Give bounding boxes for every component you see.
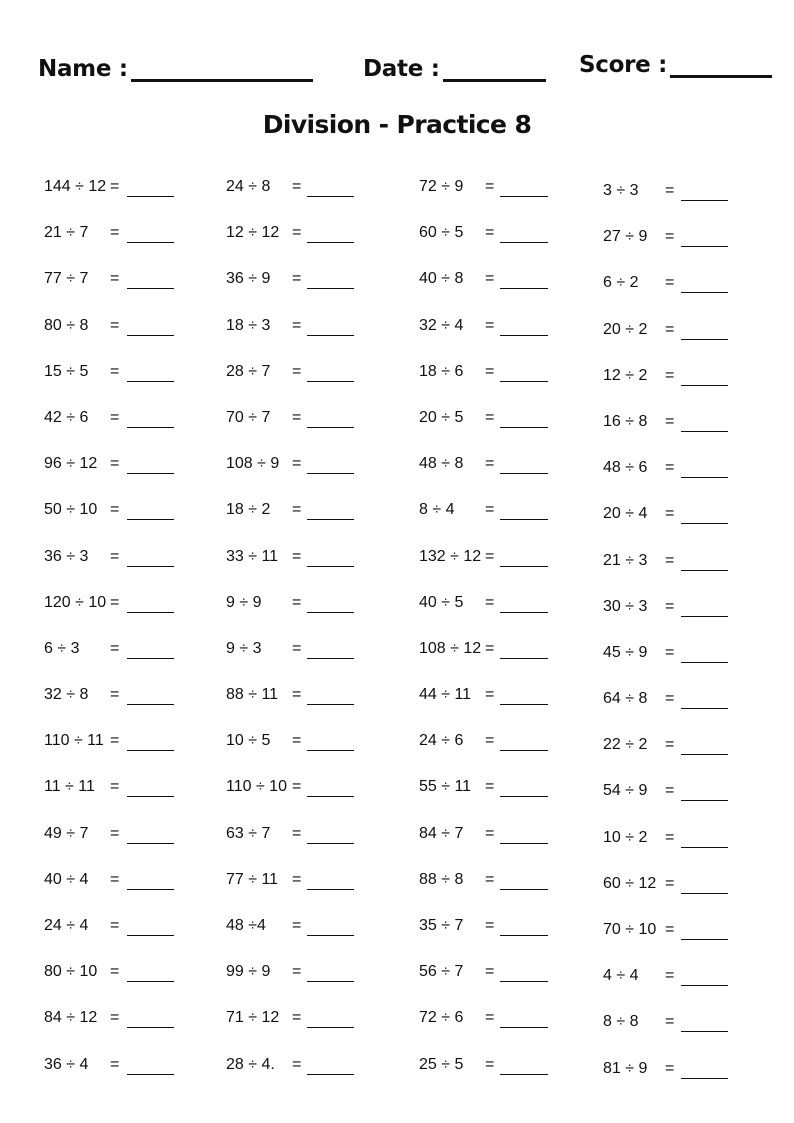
problem-expression: 49 ÷ 7 bbox=[44, 824, 89, 842]
problem-expression: 32 ÷ 4 bbox=[419, 316, 464, 334]
equals-sign: = bbox=[485, 270, 495, 288]
problem-expression: 8 ÷ 8 bbox=[603, 1013, 639, 1031]
answer-blank[interactable] bbox=[307, 1027, 354, 1028]
answer-blank[interactable] bbox=[681, 477, 728, 478]
answer-blank[interactable] bbox=[681, 616, 728, 617]
equals-sign: = bbox=[485, 732, 495, 750]
answer-blank[interactable] bbox=[681, 893, 728, 894]
answer-blank[interactable] bbox=[500, 889, 548, 890]
answer-blank[interactable] bbox=[681, 1031, 728, 1032]
problem-expression: 33 ÷ 11 bbox=[226, 547, 279, 565]
problem-expression: 25 ÷ 5 bbox=[419, 1055, 464, 1073]
problem-expression: 70 ÷ 10 bbox=[603, 921, 657, 938]
equals-sign: = bbox=[110, 547, 120, 565]
problem-expression: 84 ÷ 7 bbox=[419, 824, 464, 842]
answer-blank[interactable] bbox=[127, 612, 174, 613]
answer-blank[interactable] bbox=[127, 196, 174, 197]
equals-sign: = bbox=[292, 963, 302, 981]
equals-sign: = bbox=[292, 501, 302, 519]
answer-blank[interactable] bbox=[127, 750, 174, 751]
answer-blank[interactable] bbox=[500, 981, 548, 982]
problem-expression: 50 ÷ 10 bbox=[44, 501, 98, 519]
problem-expression: 80 ÷ 8 bbox=[44, 316, 89, 334]
equals-sign: = bbox=[665, 459, 675, 477]
equals-sign: = bbox=[292, 408, 302, 426]
answer-blank[interactable] bbox=[127, 288, 174, 289]
equals-sign: = bbox=[110, 732, 120, 750]
answer-blank[interactable] bbox=[500, 566, 548, 567]
equals-sign: = bbox=[292, 178, 302, 195]
problem-expression: 64 ÷ 8 bbox=[603, 690, 648, 708]
problem-expression: 42 ÷ 6 bbox=[44, 408, 89, 426]
problem-expression: 12 ÷ 12 bbox=[226, 224, 280, 242]
problem-expression: 10 ÷ 5 bbox=[226, 732, 271, 750]
answer-blank[interactable] bbox=[681, 662, 728, 663]
problem-expression: 6 ÷ 3 bbox=[44, 639, 80, 657]
equals-sign: = bbox=[665, 412, 675, 430]
answer-blank[interactable] bbox=[307, 335, 354, 336]
answer-blank[interactable] bbox=[500, 473, 548, 474]
answer-blank[interactable] bbox=[307, 704, 354, 705]
answer-blank[interactable] bbox=[681, 754, 728, 755]
answer-blank[interactable] bbox=[681, 985, 728, 986]
date-label: Date : bbox=[363, 56, 440, 82]
answer-blank[interactable] bbox=[500, 796, 548, 797]
answer-blank[interactable] bbox=[500, 381, 548, 382]
answer-blank[interactable] bbox=[127, 427, 174, 428]
problem-expression: 88 ÷ 11 bbox=[226, 686, 279, 704]
equals-sign: = bbox=[110, 270, 120, 288]
problem-expression: 63 ÷ 7 bbox=[226, 824, 271, 842]
problem-expression: 77 ÷ 7 bbox=[44, 270, 89, 288]
problem-expression: 40 ÷ 4 bbox=[44, 870, 89, 888]
problem-expression: 120 ÷ 10 bbox=[44, 593, 107, 611]
score-label: Score : bbox=[579, 52, 668, 78]
problem-expression: 18 ÷ 2 bbox=[226, 501, 271, 519]
problem-expression: 20 ÷ 4 bbox=[603, 505, 648, 523]
equals-sign: = bbox=[110, 1055, 120, 1073]
equals-sign: = bbox=[485, 224, 495, 242]
equals-sign: = bbox=[292, 455, 302, 473]
problem-expression: 12 ÷ 2 bbox=[603, 366, 648, 384]
equals-sign: = bbox=[292, 224, 302, 242]
equals-sign: = bbox=[110, 870, 120, 888]
problem-expression: 8 ÷ 4 bbox=[419, 501, 455, 519]
name-blank[interactable] bbox=[131, 57, 313, 82]
equals-sign: = bbox=[665, 274, 675, 292]
problem-expression: 16 ÷ 8 bbox=[603, 412, 648, 430]
equals-sign: = bbox=[292, 1009, 302, 1027]
problem-expression: 80 ÷ 10 bbox=[44, 963, 98, 981]
answer-blank[interactable] bbox=[127, 1027, 174, 1028]
equals-sign: = bbox=[665, 1013, 675, 1031]
name-field bbox=[38, 56, 313, 82]
equals-sign: = bbox=[292, 639, 302, 657]
problem-expression: 11 ÷ 11 bbox=[44, 778, 95, 796]
date-field bbox=[363, 56, 546, 82]
answer-blank[interactable] bbox=[681, 939, 728, 940]
answer-blank[interactable] bbox=[307, 981, 354, 982]
equals-sign: = bbox=[485, 455, 495, 473]
equals-sign: = bbox=[485, 547, 495, 565]
problem-expression: 36 ÷ 3 bbox=[44, 547, 89, 565]
problem-expression: 24 ÷ 8 bbox=[226, 178, 271, 195]
problem-expression: 48 ÷ 8 bbox=[419, 455, 464, 473]
answer-blank[interactable] bbox=[307, 242, 354, 243]
answer-blank[interactable] bbox=[127, 1074, 174, 1075]
answer-blank[interactable] bbox=[307, 473, 354, 474]
problem-expression: 21 ÷ 7 bbox=[44, 224, 89, 242]
equals-sign: = bbox=[665, 643, 675, 661]
problem-expression: 18 ÷ 6 bbox=[419, 362, 464, 380]
equals-sign: = bbox=[485, 316, 495, 334]
problem-expression: 48 ÷4 bbox=[226, 917, 266, 934]
answer-blank[interactable] bbox=[307, 935, 354, 936]
equals-sign: = bbox=[110, 316, 120, 334]
equals-sign: = bbox=[485, 917, 495, 934]
equals-sign: = bbox=[292, 686, 302, 704]
answer-blank[interactable] bbox=[127, 935, 174, 936]
answer-blank[interactable] bbox=[500, 196, 548, 197]
answer-blank[interactable] bbox=[500, 750, 548, 751]
equals-sign: = bbox=[665, 366, 675, 384]
answer-blank[interactable] bbox=[307, 843, 354, 844]
answer-blank[interactable] bbox=[127, 981, 174, 982]
problem-expression: 108 ÷ 9 bbox=[226, 455, 280, 473]
problem-expression: 30 ÷ 3 bbox=[603, 597, 648, 615]
problem-expression: 71 ÷ 12 bbox=[226, 1009, 280, 1027]
answer-blank[interactable] bbox=[681, 1078, 728, 1079]
answer-blank[interactable] bbox=[681, 385, 728, 386]
equals-sign: = bbox=[665, 228, 675, 246]
problem-expression: 55 ÷ 11 bbox=[419, 778, 472, 796]
equals-sign: = bbox=[485, 639, 495, 657]
answer-blank[interactable] bbox=[500, 519, 548, 520]
answer-blank[interactable] bbox=[500, 1027, 548, 1028]
answer-blank[interactable] bbox=[500, 1074, 548, 1075]
answer-blank[interactable] bbox=[307, 381, 354, 382]
equals-sign: = bbox=[665, 690, 675, 708]
equals-sign: = bbox=[485, 870, 495, 888]
answer-blank[interactable] bbox=[681, 847, 728, 848]
problem-expression: 28 ÷ 4. bbox=[226, 1055, 275, 1073]
answer-blank[interactable] bbox=[307, 889, 354, 890]
answer-blank[interactable] bbox=[500, 843, 548, 844]
answer-blank[interactable] bbox=[307, 750, 354, 751]
problem-expression: 27 ÷ 9 bbox=[603, 228, 648, 246]
answer-blank[interactable] bbox=[127, 242, 174, 243]
problem-expression: 48 ÷ 6 bbox=[603, 459, 648, 477]
problem-expression: 72 ÷ 6 bbox=[419, 1009, 464, 1027]
problem-expression: 24 ÷ 4 bbox=[44, 917, 89, 934]
problem-expression: 77 ÷ 11 bbox=[226, 870, 279, 888]
problem-expression: 32 ÷ 8 bbox=[44, 686, 89, 704]
equals-sign: = bbox=[485, 1009, 495, 1027]
equals-sign: = bbox=[110, 963, 120, 981]
answer-blank[interactable] bbox=[681, 431, 728, 432]
problem-expression: 60 ÷ 5 bbox=[419, 224, 464, 242]
answer-blank[interactable] bbox=[681, 339, 728, 340]
equals-sign: = bbox=[292, 778, 302, 796]
equals-sign: = bbox=[292, 593, 302, 611]
equals-sign: = bbox=[485, 178, 495, 195]
worksheet-title: Division - Practice 8 bbox=[262, 110, 532, 139]
answer-blank[interactable] bbox=[307, 796, 354, 797]
answer-blank[interactable] bbox=[681, 708, 728, 709]
equals-sign: = bbox=[292, 270, 302, 288]
answer-blank[interactable] bbox=[681, 523, 728, 524]
equals-sign: = bbox=[485, 408, 495, 426]
equals-sign: = bbox=[665, 1059, 675, 1077]
problem-expression: 88 ÷ 8 bbox=[419, 870, 464, 888]
equals-sign: = bbox=[665, 597, 675, 615]
answer-blank[interactable] bbox=[307, 427, 354, 428]
problem-expression: 20 ÷ 5 bbox=[419, 408, 464, 426]
answer-blank[interactable] bbox=[500, 288, 548, 289]
problem-expression: 72 ÷ 9 bbox=[419, 178, 464, 195]
answer-blank[interactable] bbox=[127, 519, 174, 520]
equals-sign: = bbox=[110, 501, 120, 519]
problem-expression: 15 ÷ 5 bbox=[44, 362, 89, 380]
equals-sign: = bbox=[292, 362, 302, 380]
answer-blank[interactable] bbox=[127, 889, 174, 890]
equals-sign: = bbox=[665, 782, 675, 800]
equals-sign: = bbox=[292, 1055, 302, 1073]
answer-blank[interactable] bbox=[127, 566, 174, 567]
answer-blank[interactable] bbox=[307, 658, 354, 659]
answer-blank[interactable] bbox=[127, 704, 174, 705]
answer-blank[interactable] bbox=[681, 292, 728, 293]
score-field bbox=[579, 52, 772, 78]
equals-sign: = bbox=[665, 874, 675, 892]
answer-blank[interactable] bbox=[681, 800, 728, 801]
answer-blank[interactable] bbox=[307, 612, 354, 613]
answer-blank[interactable] bbox=[500, 242, 548, 243]
problem-expression: 3 ÷ 3 bbox=[603, 182, 639, 199]
equals-sign: = bbox=[110, 178, 120, 195]
date-blank[interactable] bbox=[443, 57, 546, 82]
equals-sign: = bbox=[485, 362, 495, 380]
problem-expression: 10 ÷ 2 bbox=[603, 828, 648, 846]
problem-expression: 36 ÷ 9 bbox=[226, 270, 271, 288]
problem-expression: 54 ÷ 9 bbox=[603, 782, 648, 800]
problem-expression: 70 ÷ 7 bbox=[226, 408, 271, 426]
equals-sign: = bbox=[665, 551, 675, 569]
answer-blank[interactable] bbox=[127, 796, 174, 797]
answer-blank[interactable] bbox=[307, 288, 354, 289]
answer-blank[interactable] bbox=[127, 473, 174, 474]
score-blank[interactable] bbox=[670, 53, 772, 78]
problem-expression: 24 ÷ 6 bbox=[419, 732, 464, 750]
answer-blank[interactable] bbox=[681, 246, 728, 247]
equals-sign: = bbox=[292, 870, 302, 888]
answer-blank[interactable] bbox=[500, 427, 548, 428]
equals-sign: = bbox=[485, 963, 495, 981]
answer-blank[interactable] bbox=[307, 566, 354, 567]
problem-expression: 20 ÷ 2 bbox=[603, 320, 648, 338]
equals-sign: = bbox=[110, 917, 120, 934]
answer-blank[interactable] bbox=[307, 196, 354, 197]
answer-blank[interactable] bbox=[500, 935, 548, 936]
problem-expression: 6 ÷ 2 bbox=[603, 274, 639, 292]
equals-sign: = bbox=[485, 593, 495, 611]
worksheet-header bbox=[0, 48, 794, 88]
answer-blank[interactable] bbox=[307, 1074, 354, 1075]
answer-blank[interactable] bbox=[127, 381, 174, 382]
equals-sign: = bbox=[110, 1009, 120, 1027]
problem-expression: 9 ÷ 9 bbox=[226, 593, 262, 611]
problem-expression: 40 ÷ 8 bbox=[419, 270, 464, 288]
problem-expression: 28 ÷ 7 bbox=[226, 362, 271, 380]
equals-sign: = bbox=[665, 828, 675, 846]
problem-expression: 35 ÷ 7 bbox=[419, 917, 464, 934]
problem-expression: 110 ÷ 10 bbox=[226, 778, 287, 796]
equals-sign: = bbox=[110, 224, 120, 242]
problem-expression: 60 ÷ 12 bbox=[603, 874, 657, 892]
problem-expression: 56 ÷ 7 bbox=[419, 963, 464, 981]
answer-blank[interactable] bbox=[500, 612, 548, 613]
equals-sign: = bbox=[292, 732, 302, 750]
answer-blank[interactable] bbox=[500, 335, 548, 336]
problem-expression: 81 ÷ 9 bbox=[603, 1059, 648, 1077]
problem-expression: 21 ÷ 3 bbox=[603, 551, 648, 569]
answer-blank[interactable] bbox=[500, 658, 548, 659]
equals-sign: = bbox=[292, 824, 302, 842]
problem-expression: 84 ÷ 12 bbox=[44, 1009, 98, 1027]
problem-expression: 96 ÷ 12 bbox=[44, 455, 98, 473]
problem-expression: 22 ÷ 2 bbox=[603, 736, 648, 754]
equals-sign: = bbox=[665, 505, 675, 523]
problem-expression: 108 ÷ 12 bbox=[419, 639, 482, 657]
problem-expression: 132 ÷ 12 bbox=[419, 547, 482, 565]
problem-expression: 110 ÷ 11 bbox=[44, 732, 104, 750]
answer-blank[interactable] bbox=[681, 570, 728, 571]
problem-expression: 18 ÷ 3 bbox=[226, 316, 271, 334]
equals-sign: = bbox=[292, 547, 302, 565]
equals-sign: = bbox=[110, 408, 120, 426]
answer-blank[interactable] bbox=[127, 658, 174, 659]
answer-blank[interactable] bbox=[127, 843, 174, 844]
equals-sign: = bbox=[485, 686, 495, 704]
equals-sign: = bbox=[110, 778, 120, 796]
equals-sign: = bbox=[110, 362, 120, 380]
equals-sign: = bbox=[292, 316, 302, 334]
answer-blank[interactable] bbox=[127, 335, 174, 336]
equals-sign: = bbox=[485, 824, 495, 842]
problem-expression: 4 ÷ 4 bbox=[603, 967, 639, 985]
equals-sign: = bbox=[292, 917, 302, 934]
problem-expression: 40 ÷ 5 bbox=[419, 593, 464, 611]
equals-sign: = bbox=[485, 501, 495, 519]
equals-sign: = bbox=[110, 824, 120, 842]
problem-expression: 144 ÷ 12 bbox=[44, 178, 107, 195]
equals-sign: = bbox=[110, 593, 120, 611]
equals-sign: = bbox=[485, 1055, 495, 1073]
answer-blank[interactable] bbox=[681, 200, 728, 201]
equals-sign: = bbox=[665, 320, 675, 338]
equals-sign: = bbox=[110, 686, 120, 704]
equals-sign: = bbox=[665, 736, 675, 754]
answer-blank[interactable] bbox=[500, 704, 548, 705]
equals-sign: = bbox=[665, 967, 675, 985]
equals-sign: = bbox=[110, 455, 120, 473]
name-label: Name : bbox=[38, 56, 128, 82]
equals-sign: = bbox=[665, 921, 675, 938]
problem-expression: 44 ÷ 11 bbox=[419, 686, 472, 704]
problem-expression: 99 ÷ 9 bbox=[226, 963, 271, 981]
problem-expression: 45 ÷ 9 bbox=[603, 643, 648, 661]
problem-expression: 9 ÷ 3 bbox=[226, 639, 262, 657]
equals-sign: = bbox=[665, 182, 675, 199]
answer-blank[interactable] bbox=[307, 519, 354, 520]
equals-sign: = bbox=[485, 778, 495, 796]
equals-sign: = bbox=[110, 639, 120, 657]
problem-expression: 36 ÷ 4 bbox=[44, 1055, 89, 1073]
